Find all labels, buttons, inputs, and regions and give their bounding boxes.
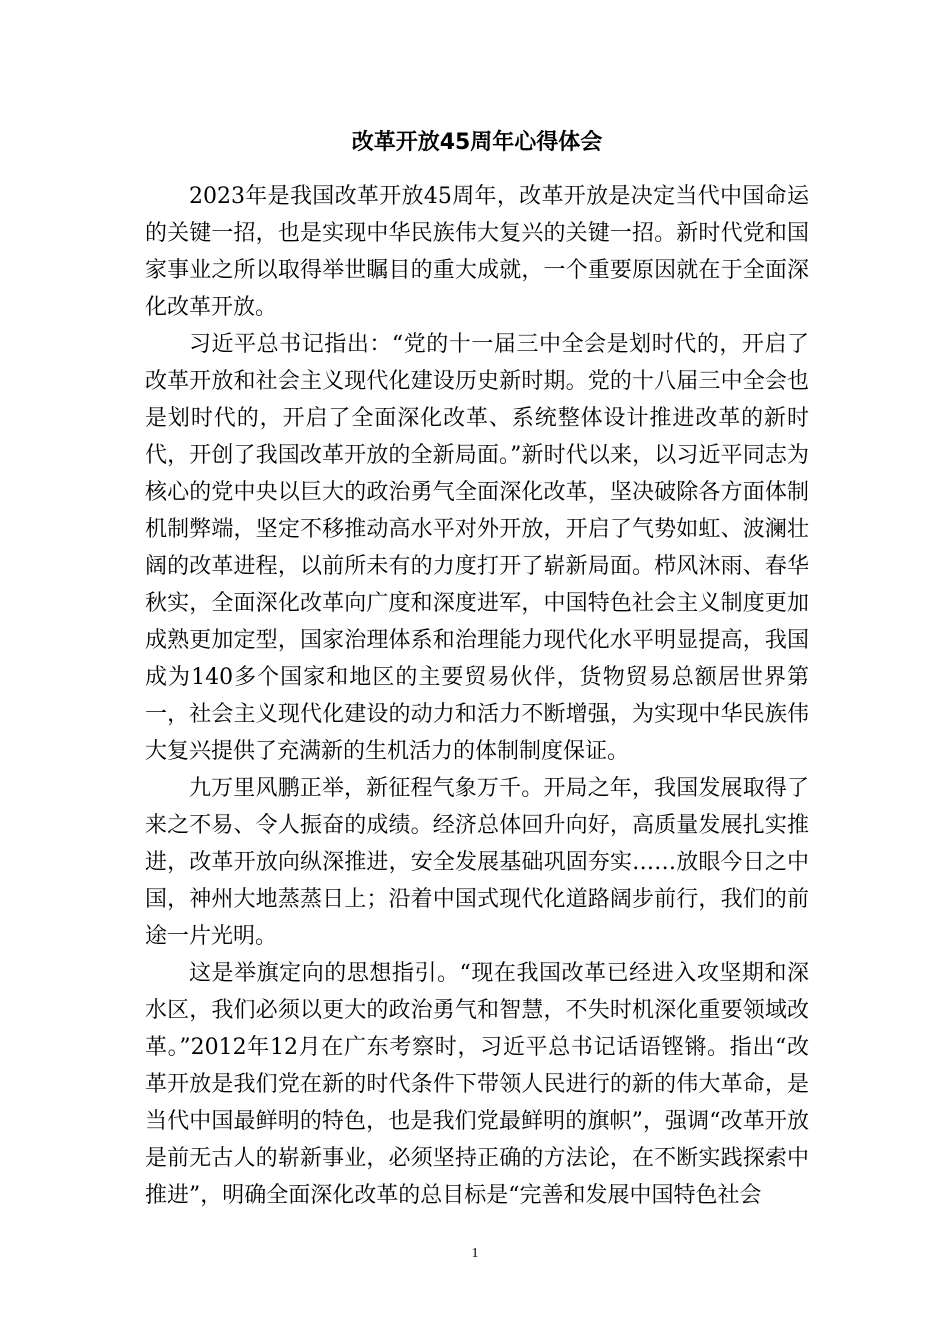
document-title: 改革开放45周年心得体会 (351, 130, 603, 155)
document-body (145, 128, 809, 1214)
paragraph-4: 这是举旗定向的思想指引。“现在我国改革已经进入攻坚期和深水区，我们必须以更大的政治勇气和智慧，不失时机深化重要领域改革。”2012年12月在广东考察时，习近平总书记话语铿锵。指出“改革开放是我们党在新的时代条件下带领人民进行的新的伟大革命，是当代中国最鲜明的特色，也是我们党最鲜明的旗帜”，强调“改革开放是前无古人的崭新事业，必须坚持正确的方法论，在不断实践探索中推进”，明确全面深化改革的总目标是“完善和发展中国特色社会 (145, 961, 809, 1208)
paragraph-1: 2023年是我国改革开放45周年，改革开放是决定当代中国命运的关键一招，也是实现中华民族伟大复兴的关键一招。新时代党和国家事业之所以取得举世瞩目的重大成就，一个重要原因就在于全面深化改革开放。 (145, 184, 809, 320)
paragraph-3: 九万里风鹏正举，新征程气象万千。开局之年，我国发展取得了来之不易、令人振奋的成绩。经济总体回升向好，高质量发展扎实推进，改革开放向纵深推进，安全发展基础巩固夯实……放眼今日之中国，神州大地蒸蒸日上；沿着中国式现代化道路阔步前行，我们的前途一片光明。 (145, 776, 809, 949)
page-number: 1 (471, 1246, 479, 1261)
paragraph-2: 习近平总书记指出：“党的十一届三中全会是划时代的，开启了改革开放和社会主义现代化建设历史新时期。党的十八届三中全会也是划时代的，开启了全面深化改革、系统整体设计推进改革的新时代，开创了我国改革开放的全新局面。”新时代以来，以习近平同志为核心的党中央以巨大的政治勇气全面深化改革，坚决破除各方面体制机制弊端，坚定不移推动高水平对外开放，开启了气势如虹、波澜壮阔的改革进程，以前所未有的力度打开了崭新局面。栉风沐雨、春华秋实，全面深化改革向广度和深度进军，中国特色社会主义制度更加成熟更加定型，国家治理体系和治理能力现代化水平明显提高，我国成为140多个国家和地区的主要贸易伙伴，货物贸易总额居世界第一，社会主义现代化建设的动力和活力不断增强，为实现中华民族伟大复兴提供了充满新的生机活力的体制制度保证。 (145, 332, 809, 764)
